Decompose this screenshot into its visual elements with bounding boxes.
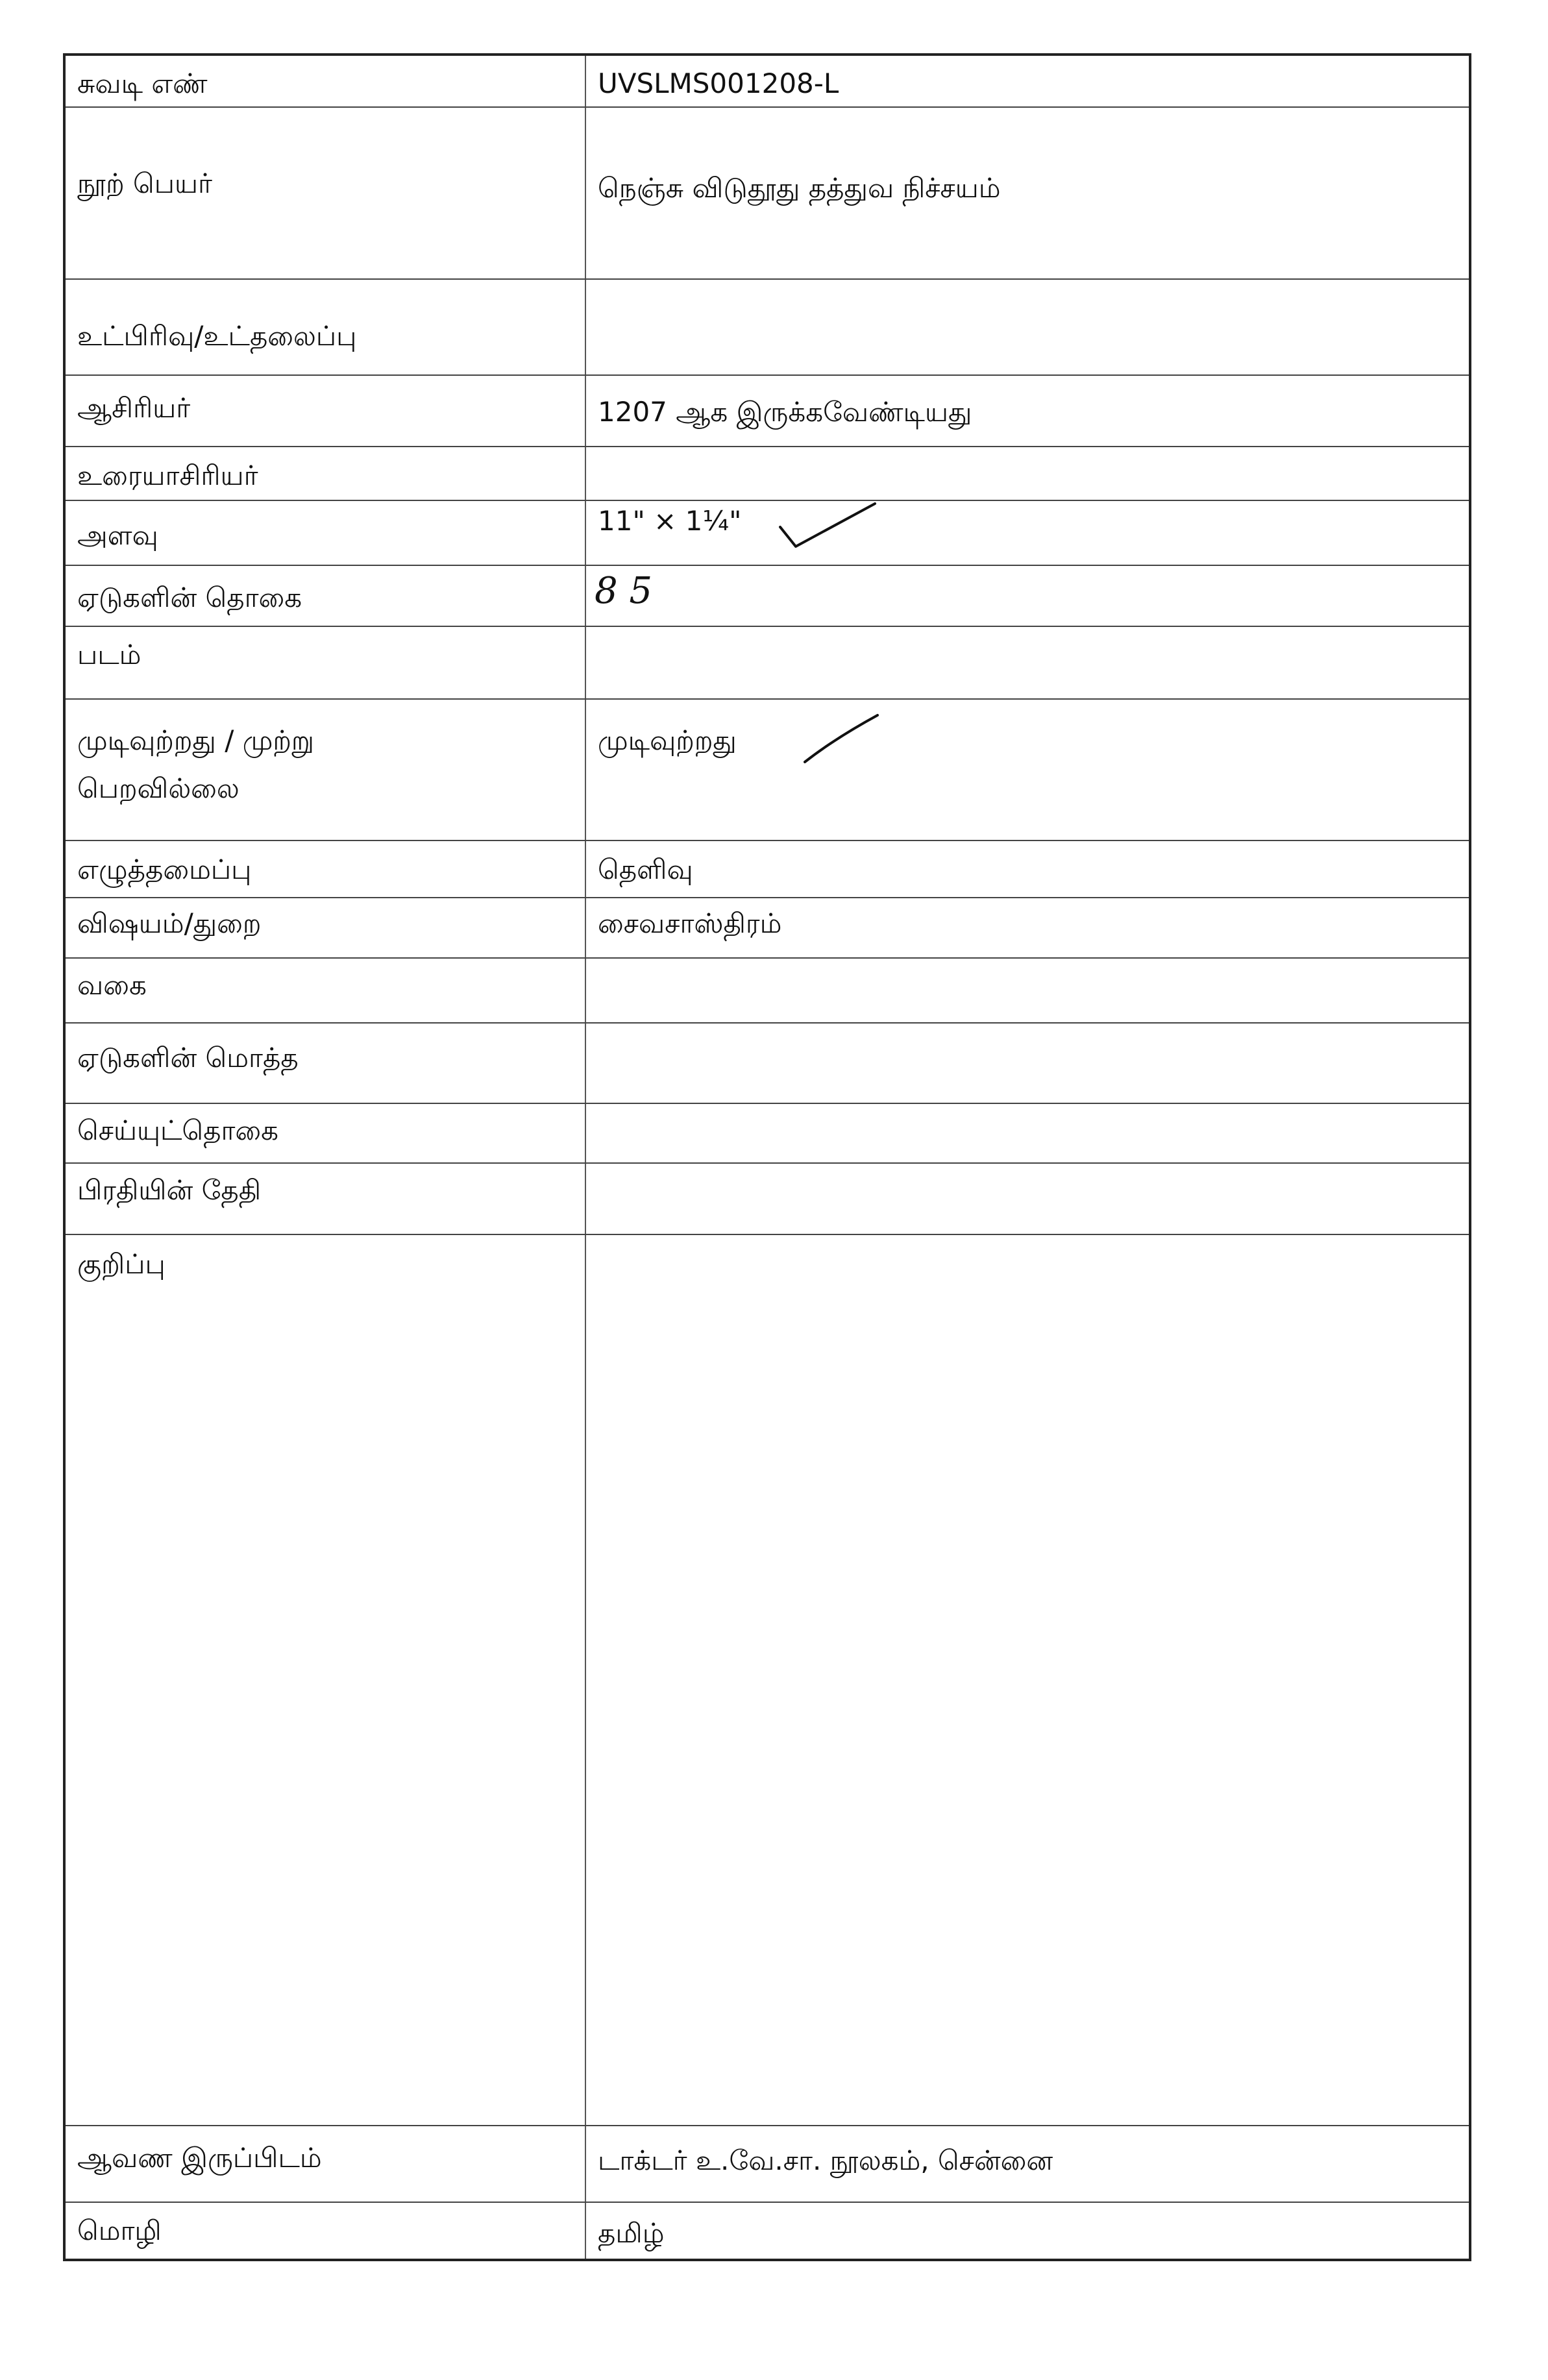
- label-leaf-count: ஏடுகளின் தொகை: [77, 582, 302, 613]
- row-type: [66, 959, 1469, 1024]
- row-completion: [66, 700, 1469, 841]
- label-illustration: படம்: [77, 639, 141, 670]
- label-author: ஆசிரியர்: [77, 392, 191, 424]
- label-size: அளவு: [77, 519, 158, 551]
- label-completion: முடிவுற்றது / முற்று பெறவில்லை: [77, 724, 315, 804]
- row-notes: [66, 1235, 1469, 2126]
- label-copy-date: பிரதியின் தேதி: [77, 1174, 262, 1206]
- row-subject: [66, 898, 1469, 959]
- label-language: மொழி: [77, 2214, 162, 2246]
- value-subject: சைவசாஸ்திரம்: [598, 907, 782, 939]
- row-archive-location: [66, 2126, 1469, 2203]
- row-verse-count: [66, 1104, 1469, 1164]
- row-size: [66, 501, 1469, 566]
- value-completion: முடிவுற்றது: [598, 724, 737, 756]
- row-leaf-count: [66, 566, 1469, 627]
- label-subdivision: உட்பிரிவு/உட்தலைப்பு: [77, 320, 357, 352]
- label-notes: குறிப்பு: [77, 1248, 166, 1280]
- row-illustration: [66, 627, 1469, 700]
- label-total-leaves: ஏடுகளின் மொத்த: [77, 1042, 299, 1073]
- row-script: [66, 841, 1469, 898]
- row-manuscript-number: [66, 56, 1469, 108]
- label-script: எழுத்தமைப்பு: [77, 853, 252, 885]
- value-title: நெஞ்சு விடுதூது தத்துவ நிச்சயம்: [598, 172, 1001, 204]
- value-archive-location: டாக்டர் உ.வே.சா. நூலகம், சென்னை: [598, 2144, 1053, 2176]
- row-language: [66, 2203, 1469, 2264]
- catalog-record-table: [63, 53, 1471, 2261]
- row-copy-date: [66, 1164, 1469, 1235]
- label-manuscript-number: சுவடி எண்: [77, 67, 208, 99]
- value-language: தமிழ்: [598, 2217, 665, 2249]
- value-author: 1207 ஆக இருக்கவேண்டியது: [598, 396, 972, 428]
- label-archive-location: ஆவண இருப்பிடம்: [77, 2142, 322, 2174]
- row-author: [66, 376, 1469, 447]
- row-commentator: [66, 447, 1469, 501]
- label-commentator: உரையாசிரியர்: [77, 460, 258, 491]
- value-size: 11" × 1¼": [598, 505, 742, 537]
- checkmark-icon: [778, 501, 881, 553]
- row-title: [66, 108, 1469, 280]
- handwritten-leaf-count: 8 5: [595, 570, 653, 612]
- row-total-leaves: [66, 1024, 1469, 1104]
- label-title: நூற் பெயர்: [77, 167, 212, 199]
- checkmark-icon: [802, 713, 880, 765]
- value-manuscript-number: UVSLMS001208-L: [598, 67, 839, 99]
- label-subject: விஷயம்/துறை: [77, 907, 262, 939]
- value-script: தெளிவு: [598, 853, 693, 885]
- label-type: வகை: [77, 969, 147, 1001]
- label-verse-count: செய்யுட்தொகை: [77, 1114, 278, 1146]
- row-subdivision: [66, 280, 1469, 376]
